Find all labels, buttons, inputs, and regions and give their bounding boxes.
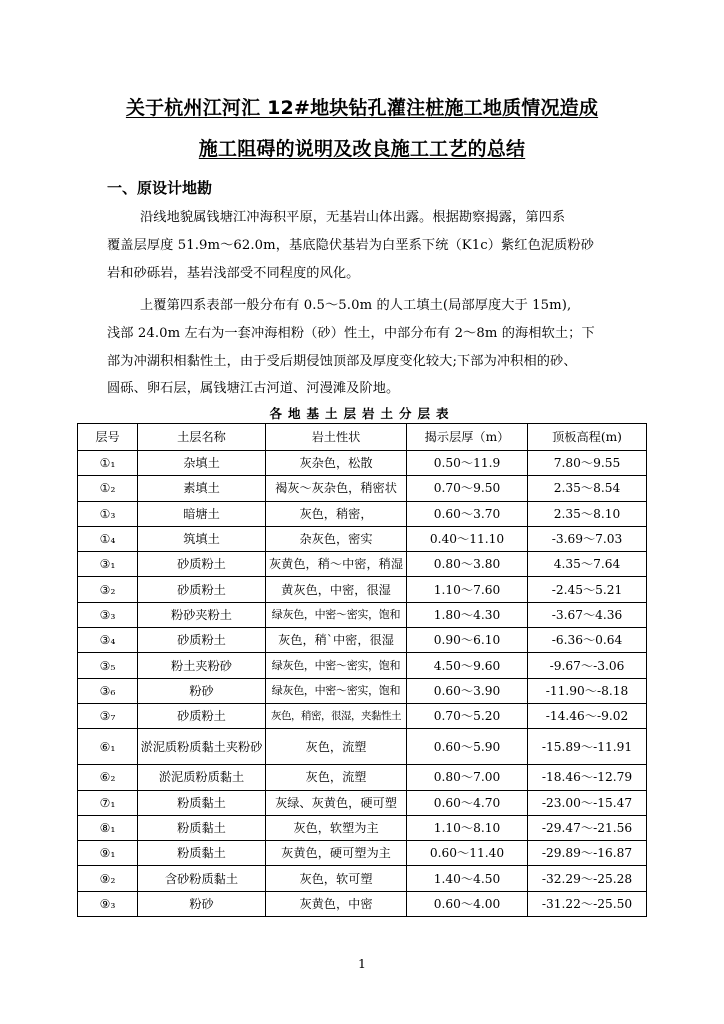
cell-description: 灰色，流塑 bbox=[266, 765, 407, 790]
cell-top-elevation: -23.00～-15.47 bbox=[528, 790, 647, 815]
cell-thickness: 0.60～4.70 bbox=[407, 790, 528, 815]
cell-description: 褐灰～灰杂色，稍密状 bbox=[266, 476, 407, 501]
table-row bbox=[78, 577, 647, 602]
cell-top-elevation: -3.67～4.36 bbox=[528, 602, 647, 627]
cell-description: 灰黄色，稍～中密，稍湿 bbox=[266, 552, 407, 577]
cell-name: 砂质粉土 bbox=[138, 703, 266, 728]
header-layer: 层号 bbox=[78, 424, 138, 451]
table-row bbox=[78, 866, 647, 891]
cell-description: 灰色，稍`中密，很湿 bbox=[266, 628, 407, 653]
cell-layer: ③₂ bbox=[78, 577, 138, 602]
page-number: 1 bbox=[358, 956, 366, 971]
table-row bbox=[78, 552, 647, 577]
cell-description: 灰黄色，硬可塑为主 bbox=[266, 841, 407, 866]
cell-name: 砂质粉土 bbox=[138, 577, 266, 602]
header-thickness: 揭示层厚（m） bbox=[407, 424, 528, 451]
cell-layer: ⑨₂ bbox=[78, 866, 138, 891]
cell-layer: ①₃ bbox=[78, 501, 138, 526]
cell-name: 粉质黏土 bbox=[138, 790, 266, 815]
cell-top-elevation: -14.46～-9.02 bbox=[528, 703, 647, 728]
cell-layer: ⑨₁ bbox=[78, 841, 138, 866]
cell-name: 砂质粉土 bbox=[138, 628, 266, 653]
cell-description: 灰色，流塑 bbox=[266, 729, 407, 765]
header-description: 岩土性状 bbox=[266, 424, 407, 451]
cell-name: 粉土夹粉砂 bbox=[138, 653, 266, 678]
table-row bbox=[78, 526, 647, 551]
cell-top-elevation: -3.69～7.03 bbox=[528, 526, 647, 551]
table-row bbox=[78, 501, 647, 526]
cell-layer: ⑥₁ bbox=[78, 729, 138, 765]
cell-top-elevation: -6.36～0.64 bbox=[528, 628, 647, 653]
cell-thickness: 0.80～7.00 bbox=[407, 765, 528, 790]
cell-thickness: 4.50～9.60 bbox=[407, 653, 528, 678]
table-row bbox=[78, 891, 647, 916]
cell-thickness: 0.60～11.40 bbox=[407, 841, 528, 866]
table-row bbox=[78, 653, 647, 678]
table-row bbox=[78, 790, 647, 815]
cell-top-elevation: -11.90～-8.18 bbox=[528, 678, 647, 703]
cell-thickness: 0.60～3.90 bbox=[407, 678, 528, 703]
cell-top-elevation: 4.35～7.64 bbox=[528, 552, 647, 577]
title-line-2-text: 施工阻碍的说明及改良施工工艺的总结 bbox=[198, 138, 526, 160]
table-header-row bbox=[78, 424, 647, 451]
cell-name: 淤泥质粉质黏土夹粉砂 bbox=[138, 729, 266, 765]
cell-thickness: 0.50～11.9 bbox=[407, 451, 528, 476]
cell-layer: ⑧₁ bbox=[78, 815, 138, 840]
cell-description: 绿灰色，中密～密实，饱和 bbox=[266, 678, 407, 703]
cell-thickness: 0.70～9.50 bbox=[407, 476, 528, 501]
cell-name: 淤泥质粉质黏土 bbox=[138, 765, 266, 790]
section-heading: 一、原设计地勘 bbox=[107, 179, 213, 197]
cell-layer: ③₅ bbox=[78, 653, 138, 678]
cell-name: 筑填土 bbox=[138, 526, 266, 551]
cell-top-elevation: 2.35～8.54 bbox=[528, 476, 647, 501]
title-line-1-text: 关于杭州江河汇 12#地块钻孔灌注桩施工地质情况造成 bbox=[125, 97, 599, 119]
cell-top-elevation: -31.22～-25.50 bbox=[528, 891, 647, 916]
paragraph-1-line-1: 沿线地貌属钱塘江冲海积平原，无基岩山体出露。根据勘察揭露，第四系 bbox=[140, 210, 566, 225]
cell-thickness: 0.60～3.70 bbox=[407, 501, 528, 526]
table-row bbox=[78, 729, 647, 765]
cell-thickness: 0.60～4.00 bbox=[407, 891, 528, 916]
cell-thickness: 1.80～4.30 bbox=[407, 602, 528, 627]
cell-name: 粉砂 bbox=[138, 678, 266, 703]
cell-description: 灰色，软塑为主 bbox=[266, 815, 407, 840]
cell-layer: ①₄ bbox=[78, 526, 138, 551]
cell-top-elevation: -18.46～-12.79 bbox=[528, 765, 647, 790]
cell-description: 灰色，稍密， bbox=[266, 501, 407, 526]
cell-thickness: 0.80～3.80 bbox=[407, 552, 528, 577]
table-row bbox=[78, 703, 647, 728]
table-row bbox=[78, 765, 647, 790]
cell-description: 灰色，稍密，很湿，夹黏性土 bbox=[266, 703, 407, 728]
header-name: 土层名称 bbox=[138, 424, 266, 451]
cell-layer: ①₁ bbox=[78, 451, 138, 476]
cell-name: 素填土 bbox=[138, 476, 266, 501]
cell-name: 杂填土 bbox=[138, 451, 266, 476]
cell-layer: ⑦₁ bbox=[78, 790, 138, 815]
cell-name: 暗塘土 bbox=[138, 501, 266, 526]
cell-thickness: 1.40～4.50 bbox=[407, 866, 528, 891]
cell-layer: ③₃ bbox=[78, 602, 138, 627]
cell-layer: ①₂ bbox=[78, 476, 138, 501]
cell-layer: ③₄ bbox=[78, 628, 138, 653]
paragraph-1-line-3: 岩和砂砾岩，基岩浅部受不同程度的风化。 bbox=[107, 266, 360, 281]
cell-name: 粉质黏土 bbox=[138, 841, 266, 866]
cell-layer: ⑨₃ bbox=[78, 891, 138, 916]
cell-top-elevation: 2.35～8.10 bbox=[528, 501, 647, 526]
paragraph-2-line-4: 圆砾、卵石层，属钱塘江古河道、河漫滩及阶地。 bbox=[107, 381, 400, 396]
table-row bbox=[78, 451, 647, 476]
cell-thickness: 0.40～11.10 bbox=[407, 526, 528, 551]
cell-thickness: 1.10～8.10 bbox=[407, 815, 528, 840]
paragraph-2-line-1: 上覆第四系表部一般分布有 0.5～5.0m 的人工填土(局部厚度大于 15m), bbox=[140, 298, 572, 313]
paragraph-1-line-2: 覆盖层厚度 51.9m～62.0m，基底隐伏基岩为白垩系下统（K1c）紫红色泥质粉砂 bbox=[107, 238, 595, 253]
table-row bbox=[78, 815, 647, 840]
cell-name: 粉砂 bbox=[138, 891, 266, 916]
cell-name: 粉砂夹粉土 bbox=[138, 602, 266, 627]
cell-description: 杂灰色，密实 bbox=[266, 526, 407, 551]
cell-thickness: 0.70～5.20 bbox=[407, 703, 528, 728]
cell-thickness: 0.60～5.90 bbox=[407, 729, 528, 765]
document-title-line-2 bbox=[0, 134, 724, 161]
cell-description: 黄灰色，中密，很湿 bbox=[266, 577, 407, 602]
cell-top-elevation: -15.89～-11.91 bbox=[528, 729, 647, 765]
cell-layer: ③₁ bbox=[78, 552, 138, 577]
cell-description: 灰黄色，中密 bbox=[266, 891, 407, 916]
cell-description: 灰色，软可塑 bbox=[266, 866, 407, 891]
table-row bbox=[78, 476, 647, 501]
table-row bbox=[78, 628, 647, 653]
cell-description: 灰杂色，松散 bbox=[266, 451, 407, 476]
cell-layer: ⑥₂ bbox=[78, 765, 138, 790]
cell-description: 绿灰色，中密～密实，饱和 bbox=[266, 602, 407, 627]
document-title-line-1 bbox=[0, 93, 724, 120]
cell-description: 灰绿、灰黄色，硬可塑 bbox=[266, 790, 407, 815]
table-caption: 各地基土层岩土分层表 bbox=[269, 406, 455, 421]
table-row bbox=[78, 602, 647, 627]
paragraph-2-line-2: 浅部 24.0m 左右为一套冲海相粉（砂）性土，中部分布有 2～8m 的海相软土；下 bbox=[107, 326, 595, 341]
table-row bbox=[78, 841, 647, 866]
cell-name: 粉质黏土 bbox=[138, 815, 266, 840]
header-top-elevation: 顶板高程(m) bbox=[528, 424, 647, 451]
cell-top-elevation: -29.47～-21.56 bbox=[528, 815, 647, 840]
cell-top-elevation: 7.80～9.55 bbox=[528, 451, 647, 476]
cell-layer: ③₇ bbox=[78, 703, 138, 728]
strata-table bbox=[77, 423, 647, 917]
cell-thickness: 0.90～6.10 bbox=[407, 628, 528, 653]
cell-thickness: 1.10～7.60 bbox=[407, 577, 528, 602]
cell-layer: ③₆ bbox=[78, 678, 138, 703]
cell-top-elevation: -29.89～-16.87 bbox=[528, 841, 647, 866]
cell-top-elevation: -2.45～5.21 bbox=[528, 577, 647, 602]
cell-name: 含砂粉质黏土 bbox=[138, 866, 266, 891]
cell-name: 砂质粉土 bbox=[138, 552, 266, 577]
cell-top-elevation: -9.67～-3.06 bbox=[528, 653, 647, 678]
paragraph-2-line-3: 部为冲湖积相黏性土，由于受后期侵蚀顶部及厚度变化较大;下部为冲积相的砂、 bbox=[107, 354, 577, 369]
cell-description: 绿灰色，中密～密实，饱和 bbox=[266, 653, 407, 678]
table-row bbox=[78, 678, 647, 703]
cell-top-elevation: -32.29～-25.28 bbox=[528, 866, 647, 891]
